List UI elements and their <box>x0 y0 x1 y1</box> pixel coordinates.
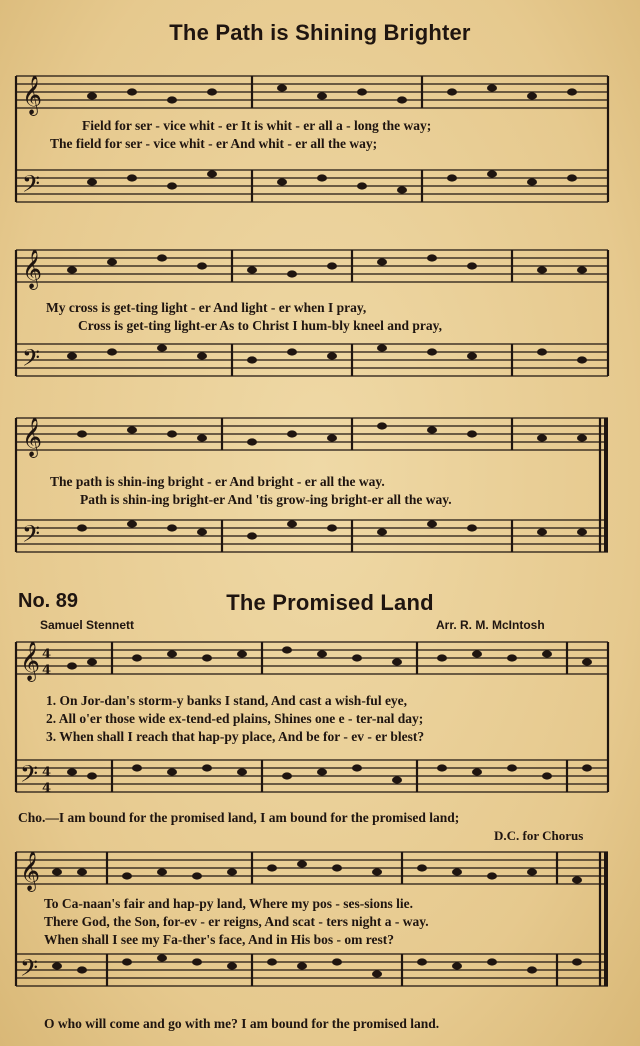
lyric-line: Cross is get-ting light-er As to Christ I hum-bly kneel and pray, <box>78 318 443 333</box>
svg-text:4: 4 <box>42 781 52 796</box>
verse-line: 3. When shall I reach that hap-py place, And be for - ev - er blest? <box>46 729 425 744</box>
lyric-line: The path is shin-ing bright - er And bright - er all the way. <box>50 474 385 489</box>
svg-text:𝄢: 𝄢 <box>22 520 41 553</box>
arranger-credit: Arr. R. M. McIntosh <box>436 618 545 632</box>
lyric-line: My cross is get-ting light - er And light - er when I pray, <box>46 300 367 315</box>
dc-direction: D.C. for Chorus <box>494 828 584 843</box>
author-credit: Samuel Stennett <box>40 618 135 632</box>
svg-text:𝄞: 𝄞 <box>22 417 43 457</box>
lyric-line: The field for ser - vice whit - er And whit - er all the way; <box>50 136 378 151</box>
chorus-line: O who will come and go with me? I am bound for the promised land. <box>44 1016 440 1031</box>
verse-line: When shall I see my Fa-ther's face, And in His bos - om rest? <box>44 932 394 947</box>
svg-text:𝄢: 𝄢 <box>20 954 39 987</box>
lyric-line: Path is shin-ing bright-er And 'tis grow-ing bright-er all the way. <box>80 492 452 507</box>
svg-text:𝄞: 𝄞 <box>22 75 43 115</box>
svg-text:𝄞: 𝄞 <box>20 641 41 681</box>
svg-text:𝄞: 𝄞 <box>22 249 43 289</box>
svg-text:𝄢: 𝄢 <box>22 170 41 203</box>
svg-text:𝄢: 𝄢 <box>22 344 41 377</box>
svg-text:4: 4 <box>42 647 52 662</box>
hymn-title: The Promised Land <box>226 590 434 615</box>
chorus-line: Cho.—I am bound for the promised land, I am bound for the promised land; <box>18 810 460 825</box>
hymn-number: No. 89 <box>18 590 79 612</box>
verse-line: To Ca-naan's fair and hap-py land, Where my pos - ses-sions lie. <box>44 896 413 911</box>
svg-text:𝄢: 𝄢 <box>20 760 39 793</box>
lyric-line: Field for ser - vice whit - er It is whit - er all a - long the way; <box>82 118 432 133</box>
verse-line: 2. All o'er those wide ex-tend-ed plains, Shines one e - ter-nal day; <box>46 711 424 726</box>
svg-text:4: 4 <box>42 663 52 678</box>
hymn-title: The Path is Shining Brighter <box>169 20 471 45</box>
verse-line: There God, the Son, for-ev - er reigns, And scat - ters night a - way. <box>44 914 429 929</box>
svg-text:𝄞: 𝄞 <box>20 851 41 891</box>
svg-text:4: 4 <box>42 765 52 780</box>
verse-line: 1. On Jor-dan's storm-y banks I stand, And cast a wish-ful eye, <box>46 693 408 708</box>
